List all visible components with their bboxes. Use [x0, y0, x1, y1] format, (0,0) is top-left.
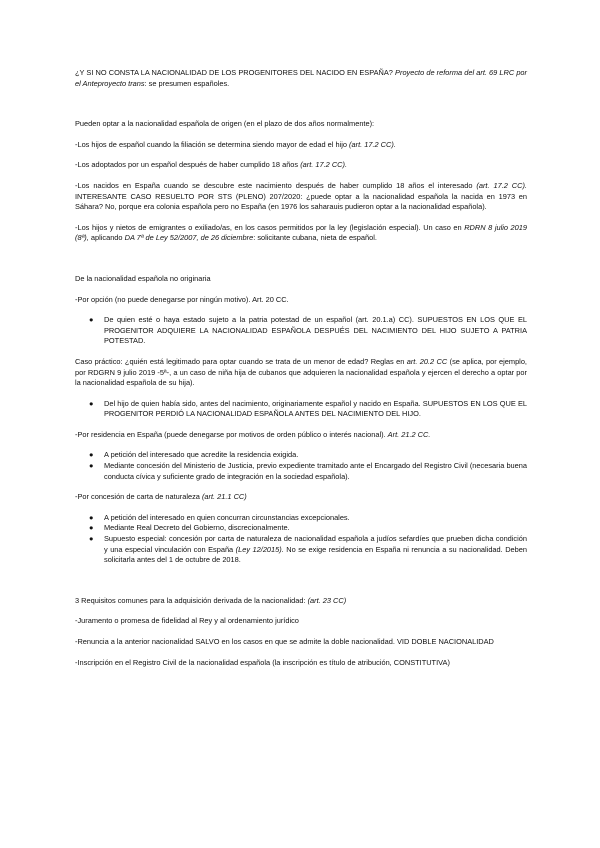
paragraph-by-option: -Por opción (no puede denegarse por ningún motivo). Art. 20 CC. [75, 294, 289, 304]
document-page [75, 68, 527, 668]
bullet-list-residence [75, 450, 527, 482]
bullet-icon: ● [89, 461, 94, 471]
heading-common-requirements: 3 Requisitos comunes para la adquisición derivada de la nacionalidad: (art. 23 CC) [75, 595, 347, 605]
list-item: ● Del hijo de quien había sido, antes del nacimiento, originariamente español y nacido en España. SUPUESTOS EN LOS QUE EL PROGENITOR PERDIÓ LA NACIONALIDAD ESPAÑOLA ANTES DEL NACIMIENTO DEL HIJO. [89, 398, 527, 419]
bullet-icon: ● [89, 523, 94, 533]
list-item: ● De quien esté o haya estado sujeto a la patria potestad de un español (art. 20.1.a) CC). SUPUESTOS EN LOS QUE EL PROGENITOR ADQUIERE LA NACIONALIDAD ESPAÑOLA DESPUÉS DEL NACIMIENTO DEL HIJO SUJETO A PATRIA POTESTAD. [89, 315, 527, 346]
paragraph-emigrants-descendants: -Los hijos y nietos de emigrantes o exiliado/as, en los casos permitidos por la ley (legislación especial). Un caso en RDRN 8 julio 2019 (8ª), aplicando DA 7ª de Ley 52/2007, de 26 diciembre: solicitante cubana, nieta de español. [75, 222, 527, 243]
bullet-list-naturalization [75, 513, 527, 566]
paragraph-registration: -Inscripción en el Registro Civil de la nacionalidad española (la inscripción es título de atribución, CONSTITUTIVA) [75, 657, 450, 667]
paragraph-nationality-unknown: ¿Y SI NO CONSTA LA NACIONALIDAD DE LOS PROGENITORES DEL NACIDO EN ESPAÑA? Proyecto de reforma del art. 69 LRC por el Anteproyecto trans: se presumen españoles. [75, 68, 527, 88]
list-item: ● A petición del interesado en quien concurran circunstancias excepcionales. [89, 512, 350, 522]
bullet-icon: ● [89, 512, 94, 522]
bullet-icon: ● [89, 398, 94, 408]
bullet-icon: ● [89, 315, 94, 325]
bullet-list-option-1 [75, 315, 527, 347]
list-item: ● Mediante Real Decreto del Gobierno, discrecionalmente. [89, 523, 290, 533]
paragraph-naturalization-letter: -Por concesión de carta de naturaleza (art. 21.1 CC) [75, 492, 247, 502]
bullet-list-option-2 [75, 399, 527, 420]
paragraph-by-residence: -Por residencia en España (puede denegarse por motivos de orden público o interés nacional). Art. 21.2 CC. [75, 429, 431, 439]
paragraph-practical-case: Caso práctico: ¿quién está legitimado para optar cuando se trata de un menor de edad? Reglas en art. 20.2 CC (se aplica, por ejemplo, por RDGRN 9 julio 2019 -5ª-, a un caso de niña hija de cubanos que adquieren la nacionalidad española y ejercen el derecho a optar por la nacionalidad española de su hija). [75, 356, 527, 388]
list-item: ● A petición del interesado que acredite la residencia exigida. [89, 450, 299, 460]
paragraph-adopted: -Los adoptados por un español después de haber cumplido 18 años (art. 17.2 CC). [75, 160, 348, 170]
list-item: ● Mediante concesión del Ministerio de Justicia, previo expediente tramitado ante el Encargado del Registro Civil (necesaria buena conducta cívica y suficiente grado de integración en la sociedad española). [89, 461, 527, 481]
paragraph-children-of-spaniard: -Los hijos de español cuando la filiación se determina siendo mayor de edad el hijo (art. 17.2 CC). [75, 139, 396, 149]
heading-non-original-nationality: De la nacionalidad española no originaria [75, 273, 211, 283]
paragraph-renunciation: -Renuncia a la anterior nacionalidad SALVO en los casos en que se admite la doble nacionalidad. VID DOBLE NACIONALIDAD [75, 637, 494, 646]
paragraph-born-in-spain: -Los nacidos en España cuando se descubre este nacimiento después de haber cumplido 18 años el interesado (art. 17.2 CC). INTERESANTE CASO RESUELTO POR STS (PLENO) 207/2020: ¿puede optar a la nacionalidad española la nacida en 1973 en Sáhara? No, porque era colonia española pero no España (en 1976 los saharauis pudieron optar a la nacionalidad española). [75, 180, 527, 212]
paragraph-oath: -Juramento o promesa de fidelidad al Rey y al ordenamiento jurídico [75, 616, 299, 626]
paragraph-origin-option-intro: Pueden optar a la nacionalidad española de origen (en el plazo de dos años normalmente): [75, 119, 375, 129]
bullet-icon: ● [89, 534, 94, 544]
bullet-icon: ● [89, 450, 94, 460]
list-item: ● Supuesto especial: concesión por carta de naturaleza de nacionalidad española a judíos sefardíes que prueben dicha condición y una especial vinculación con España (Ley 12/2015). No se exige residencia en España ni renuncia a su nacionalidad. Deben solicitarla antes del 1 de octubre de 2018. [89, 534, 527, 565]
